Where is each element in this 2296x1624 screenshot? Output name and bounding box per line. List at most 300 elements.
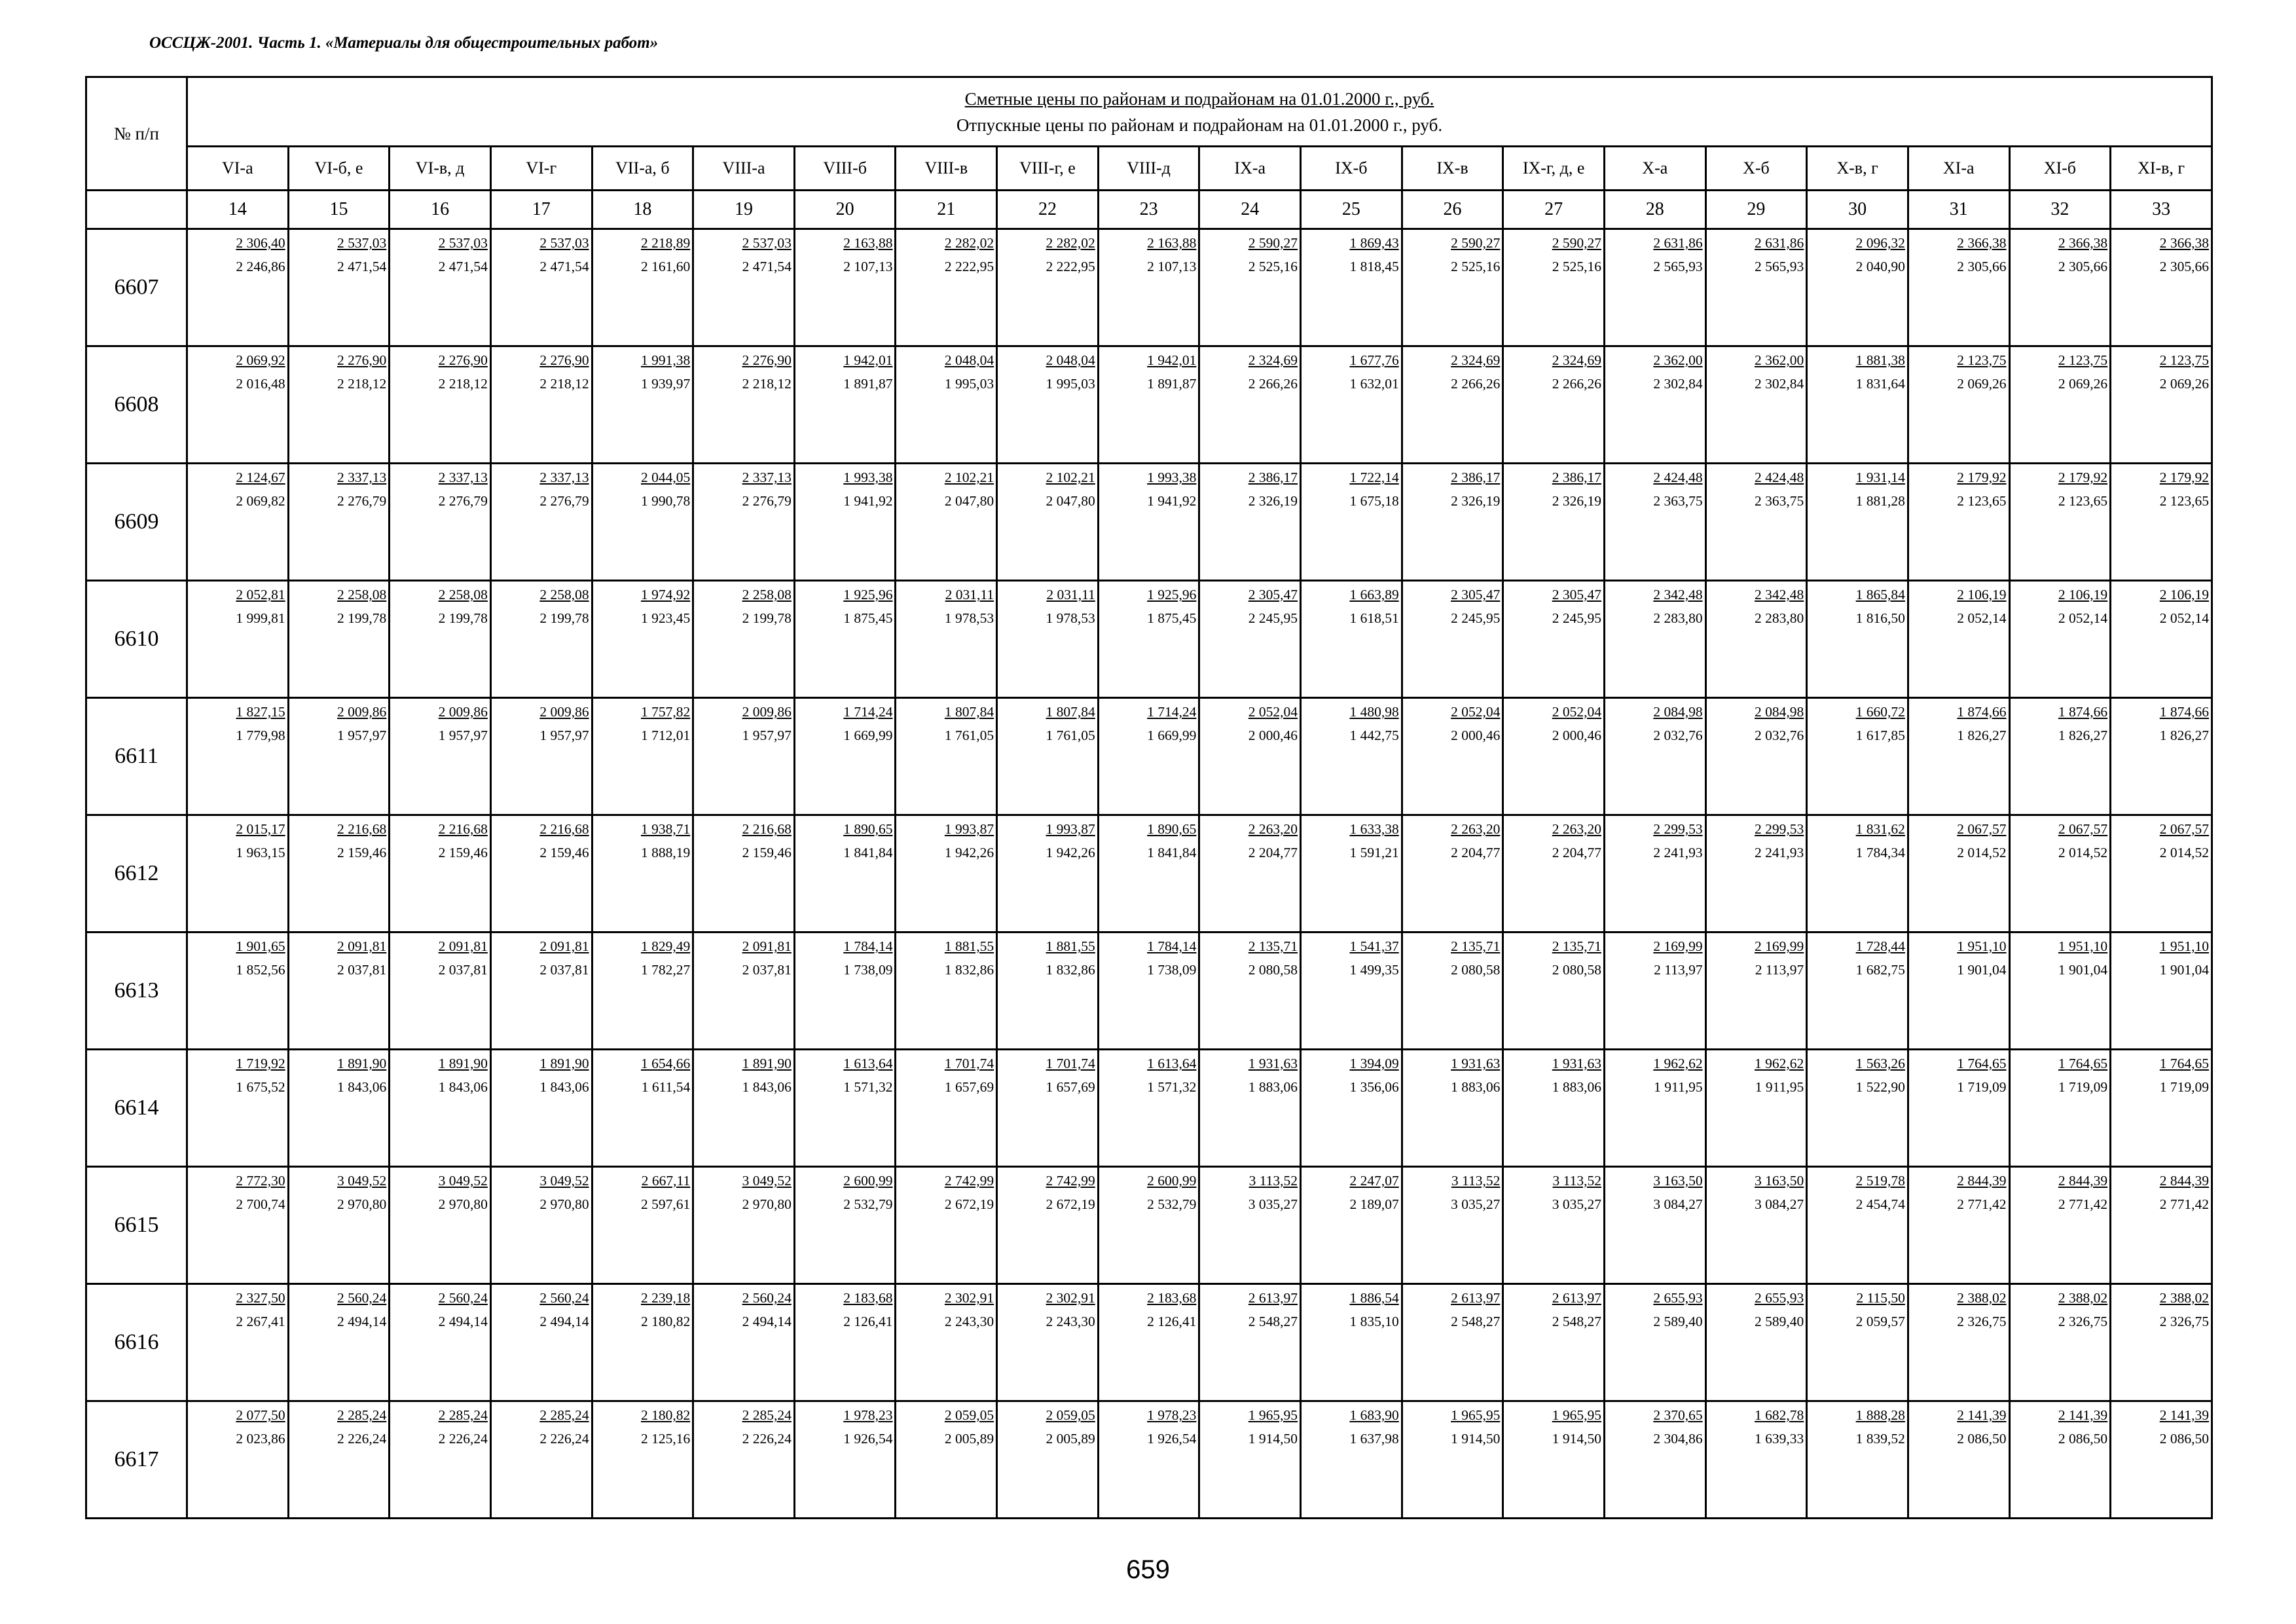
estimate-price: 1 891,90 <box>337 1056 387 1071</box>
price-cell <box>1098 932 1199 1050</box>
release-price: 1 911,95 <box>1755 1079 1804 1095</box>
estimate-price: 3 113,52 <box>1552 1173 1601 1189</box>
estimate-price: 2 424,48 <box>1653 470 1703 485</box>
estimate-price: 2 299,53 <box>1653 821 1703 837</box>
release-price: 1 712,01 <box>640 728 691 743</box>
release-price: 2 283,80 <box>1653 610 1703 626</box>
price-cell <box>1604 229 1705 346</box>
release-price: 2 771,42 <box>1957 1196 2007 1212</box>
item-number-header: № п/п <box>86 77 187 191</box>
estimate-price: 1 764,65 <box>2159 1056 2209 1071</box>
price-cell <box>1604 698 1705 815</box>
release-price: 2 771,42 <box>2058 1196 2108 1212</box>
release-price: 1 957,97 <box>742 728 792 743</box>
release-price: 2 069,26 <box>1957 376 2007 392</box>
price-cell <box>490 1284 592 1401</box>
estimate-price: 2 031,11 <box>1046 587 1095 602</box>
estimate-price: 2 124,67 <box>236 470 285 485</box>
estimate-price: 2 305,47 <box>1552 587 1601 602</box>
release-price: 1 738,09 <box>843 962 893 978</box>
release-price: 2 494,14 <box>539 1314 589 1329</box>
estimate-price: 1 890,65 <box>843 821 893 837</box>
price-cell <box>794 1401 896 1519</box>
estimate-price: 2 362,00 <box>1653 352 1703 368</box>
release-price: 1 835,10 <box>1349 1314 1399 1329</box>
estimate-price: 2 285,24 <box>539 1407 589 1423</box>
region-header-row <box>86 147 2212 191</box>
estimate-price: 2 388,02 <box>1957 1290 2007 1306</box>
price-cell <box>2111 1284 2212 1401</box>
row-number: 6616 <box>86 1284 187 1401</box>
estimate-price: 1 807,84 <box>1046 704 1095 720</box>
release-price: 2 000,46 <box>1552 728 1601 743</box>
estimate-price: 2 327,50 <box>236 1290 285 1306</box>
price-cell <box>288 1401 390 1519</box>
estimate-price: 1 993,87 <box>1046 821 1095 837</box>
release-price: 2 246,86 <box>236 259 285 274</box>
estimate-price: 1 993,87 <box>944 821 994 837</box>
estimate-price: 2 183,68 <box>843 1290 893 1306</box>
price-cell <box>1503 1167 1605 1284</box>
release-price: 2 532,79 <box>843 1196 893 1212</box>
estimate-price: 2 560,24 <box>742 1290 792 1306</box>
release-price: 1 978,53 <box>1046 610 1095 626</box>
row-number: 6609 <box>86 464 187 581</box>
estimate-price: 2 123,75 <box>2058 352 2108 368</box>
release-price: 1 926,54 <box>1147 1431 1197 1447</box>
estimate-price: 3 113,52 <box>1451 1173 1501 1189</box>
price-cell <box>794 346 896 464</box>
price-cell <box>187 346 289 464</box>
release-price: 2 204,77 <box>1248 845 1298 860</box>
estimate-price: 1 827,15 <box>236 704 285 720</box>
estimate-price: 2 337,13 <box>438 470 488 485</box>
column-number: 21 <box>896 191 997 229</box>
estimate-price: 2 276,90 <box>539 352 589 368</box>
estimate-price: 1 874,66 <box>2159 704 2209 720</box>
release-price: 2 199,78 <box>337 610 387 626</box>
release-price: 3 035,27 <box>1451 1196 1501 1212</box>
estimate-price: 1 888,28 <box>1855 1407 1905 1423</box>
price-cell <box>693 698 795 815</box>
estimate-price: 2 106,19 <box>1957 587 2007 602</box>
price-cell <box>1705 1284 1807 1401</box>
estimate-price: 2 388,02 <box>2159 1290 2209 1306</box>
price-cell <box>1503 581 1605 698</box>
price-cell <box>288 1284 390 1401</box>
estimate-price: 2 324,69 <box>1552 352 1601 368</box>
column-number: 31 <box>1908 191 2009 229</box>
price-cell <box>1807 815 1908 932</box>
release-price: 2 052,14 <box>2058 610 2108 626</box>
estimate-price: 2 216,68 <box>742 821 792 837</box>
release-price: 2 266,26 <box>1552 376 1601 392</box>
release-price: 1 883,06 <box>1552 1079 1601 1095</box>
release-price: 2 970,80 <box>438 1196 488 1212</box>
estimate-price: 1 962,62 <box>1755 1056 1804 1071</box>
release-price: 2 040,90 <box>1855 259 1905 274</box>
release-price: 2 305,66 <box>2159 259 2209 274</box>
release-price: 1 990,78 <box>640 493 691 509</box>
estimate-price: 1 728,44 <box>1855 938 1905 954</box>
estimate-price: 2 386,17 <box>1552 470 1601 485</box>
estimate-price: 2 084,98 <box>1755 704 1804 720</box>
estimate-price: 2 537,03 <box>438 235 488 251</box>
price-cell <box>490 581 592 698</box>
estimate-price: 2 366,38 <box>2159 235 2209 251</box>
price-cell <box>2009 229 2111 346</box>
estimate-price: 1 869,43 <box>1349 235 1399 251</box>
price-cell <box>390 1050 491 1167</box>
estimate-price: 2 084,98 <box>1653 704 1703 720</box>
release-price: 1 881,28 <box>1855 493 1905 509</box>
price-cell <box>1098 1401 1199 1519</box>
price-cell <box>896 1167 997 1284</box>
release-price: 2 218,12 <box>742 376 792 392</box>
price-cell <box>1402 1050 1503 1167</box>
release-price: 2 080,58 <box>1451 962 1501 978</box>
estimate-price: 1 719,92 <box>236 1056 285 1071</box>
price-cell <box>592 1284 693 1401</box>
price-cell <box>1301 1050 1402 1167</box>
release-price: 1 826,27 <box>2058 728 2108 743</box>
release-price: 2 037,81 <box>539 962 589 978</box>
release-price: 1 957,97 <box>438 728 488 743</box>
estimate-price: 2 067,57 <box>1957 821 2007 837</box>
estimate-price: 2 285,24 <box>438 1407 488 1423</box>
price-cell <box>1705 229 1807 346</box>
estimate-price: 2 216,68 <box>539 821 589 837</box>
estimate-price: 2 600,99 <box>843 1173 893 1189</box>
release-price: 2 970,80 <box>742 1196 792 1212</box>
estimate-price: 2 258,08 <box>337 587 387 602</box>
column-number: 17 <box>490 191 592 229</box>
release-price: 1 839,52 <box>1855 1431 1905 1447</box>
price-cell <box>1402 581 1503 698</box>
price-cell <box>1705 1401 1807 1519</box>
release-price: 2 276,79 <box>337 493 387 509</box>
column-number: 18 <box>592 191 693 229</box>
release-price: 2 052,14 <box>2159 610 2209 626</box>
estimate-price: 2 091,81 <box>539 938 589 954</box>
row-number: 6611 <box>86 698 187 815</box>
estimate-price: 2 282,02 <box>944 235 994 251</box>
release-price: 1 639,33 <box>1755 1431 1804 1447</box>
price-cell <box>2111 1167 2212 1284</box>
estimate-price: 3 113,52 <box>1248 1173 1298 1189</box>
estimate-price: 2 305,47 <box>1248 587 1298 602</box>
price-cell <box>288 1167 390 1284</box>
region-header: VI-г <box>490 147 592 191</box>
price-cell <box>1807 464 1908 581</box>
release-prices-title: Отпускные цены по районам и подрайонам на 01.01.2000 г., руб. <box>956 115 1443 135</box>
release-price: 2 047,80 <box>944 493 994 509</box>
table-title <box>187 77 2212 147</box>
price-cell <box>1199 1050 1301 1167</box>
release-price: 1 999,81 <box>236 610 285 626</box>
estimate-price: 2 169,99 <box>1755 938 1804 954</box>
estimate-price: 1 965,95 <box>1451 1407 1501 1423</box>
price-cell <box>1301 229 1402 346</box>
release-price: 2 000,46 <box>1248 728 1298 743</box>
release-price: 1 841,84 <box>1147 845 1197 860</box>
price-cell <box>2111 1050 2212 1167</box>
price-cell <box>2111 346 2212 464</box>
price-cell <box>1908 464 2009 581</box>
price-cell <box>1604 1050 1705 1167</box>
table-row <box>86 581 2212 698</box>
region-header: VIII-а <box>693 147 795 191</box>
release-price: 1 843,06 <box>742 1079 792 1095</box>
release-price: 2 086,50 <box>2058 1431 2108 1447</box>
price-cell <box>592 464 693 581</box>
table-row <box>86 932 2212 1050</box>
estimate-price: 2 216,68 <box>337 821 387 837</box>
region-header: XI-а <box>1908 147 2009 191</box>
release-price: 2 126,41 <box>843 1314 893 1329</box>
estimate-price: 2 590,27 <box>1248 235 1298 251</box>
region-header: IX-а <box>1199 147 1301 191</box>
estimate-price: 1 874,66 <box>2058 704 2108 720</box>
estimate-price: 1 394,09 <box>1349 1056 1399 1071</box>
estimate-price: 3 163,50 <box>1653 1173 1703 1189</box>
region-header: IX-г, д, е <box>1503 147 1605 191</box>
price-cell <box>187 932 289 1050</box>
estimate-price: 1 874,66 <box>1957 704 2007 720</box>
release-price: 1 675,52 <box>236 1079 285 1095</box>
estimate-price: 2 052,04 <box>1552 704 1601 720</box>
row-number: 6612 <box>86 815 187 932</box>
price-cell <box>2111 464 2212 581</box>
release-price: 1 901,04 <box>2058 962 2108 978</box>
release-price: 1 657,69 <box>944 1079 994 1095</box>
estimate-price: 2 091,81 <box>742 938 792 954</box>
price-cell <box>490 815 592 932</box>
estimate-price: 1 784,14 <box>843 938 893 954</box>
price-cell <box>1604 581 1705 698</box>
estimate-price: 1 663,89 <box>1349 587 1399 602</box>
row-number: 6613 <box>86 932 187 1050</box>
release-price: 2 199,78 <box>438 610 488 626</box>
release-price: 1 926,54 <box>843 1431 893 1447</box>
price-cell <box>997 698 1099 815</box>
price-cell <box>1402 1284 1503 1401</box>
price-cell <box>1705 581 1807 698</box>
release-price: 2 700,74 <box>236 1196 285 1212</box>
price-cell <box>490 229 592 346</box>
price-cell <box>288 698 390 815</box>
estimate-price: 2 324,69 <box>1451 352 1501 368</box>
estimate-price: 2 141,39 <box>1957 1407 2007 1423</box>
release-price: 1 831,64 <box>1855 376 1905 392</box>
row-number: 6607 <box>86 229 187 346</box>
price-cell <box>794 932 896 1050</box>
price-cell <box>1503 1284 1605 1401</box>
estimate-price: 2 560,24 <box>337 1290 387 1306</box>
release-price: 1 719,09 <box>2159 1079 2209 1095</box>
price-cell <box>794 1167 896 1284</box>
price-cell <box>896 229 997 346</box>
estimate-price: 3 049,52 <box>438 1173 488 1189</box>
estimate-price: 1 942,01 <box>843 352 893 368</box>
estimate-price: 1 978,23 <box>1147 1407 1197 1423</box>
region-header: VIII-д <box>1098 147 1199 191</box>
column-number: 14 <box>187 191 289 229</box>
release-price: 2 283,80 <box>1755 610 1804 626</box>
estimate-price: 2 169,99 <box>1653 938 1703 954</box>
price-cell <box>1301 581 1402 698</box>
release-price: 1 911,95 <box>1654 1079 1703 1095</box>
estimate-price: 2 218,89 <box>640 235 691 251</box>
estimate-price: 2 141,39 <box>2058 1407 2108 1423</box>
release-price: 2 672,19 <box>1046 1196 1095 1212</box>
estimate-price: 2 135,71 <box>1451 938 1501 954</box>
release-price: 2 123,65 <box>1957 493 2007 509</box>
region-header: IX-в <box>1402 147 1503 191</box>
estimate-price: 2 009,86 <box>337 704 387 720</box>
price-cell <box>1402 1167 1503 1284</box>
price-cell <box>1098 464 1199 581</box>
estimate-price: 2 844,39 <box>2159 1173 2209 1189</box>
release-price: 2 159,46 <box>438 845 488 860</box>
price-cell <box>1807 932 1908 1050</box>
price-cell <box>1199 1167 1301 1284</box>
estimate-price: 1 993,38 <box>843 470 893 485</box>
release-price: 1 843,06 <box>438 1079 488 1095</box>
estimate-price: 1 682,78 <box>1755 1407 1804 1423</box>
price-cell <box>1807 1050 1908 1167</box>
price-cell <box>1402 698 1503 815</box>
release-price: 2 302,84 <box>1653 376 1703 392</box>
release-price: 1 995,03 <box>1046 376 1095 392</box>
price-cell <box>997 581 1099 698</box>
price-cell <box>2111 581 2212 698</box>
estimate-price: 1 965,95 <box>1552 1407 1601 1423</box>
price-cell <box>390 1284 491 1401</box>
price-cell <box>997 1050 1099 1167</box>
estimate-price: 1 881,38 <box>1855 352 1905 368</box>
release-price: 1 571,32 <box>1147 1079 1197 1095</box>
release-price: 1 901,04 <box>1957 962 2007 978</box>
price-cell <box>288 1050 390 1167</box>
release-price: 1 963,15 <box>236 845 285 860</box>
price-cell <box>1705 464 1807 581</box>
price-cell <box>187 229 289 346</box>
estimate-price: 2 282,02 <box>1046 235 1095 251</box>
price-cell <box>1908 581 2009 698</box>
estimate-price: 2 362,00 <box>1755 352 1804 368</box>
estimate-price: 2 067,57 <box>2159 821 2209 837</box>
price-cell <box>1199 346 1301 464</box>
estimate-price: 2 600,99 <box>1147 1173 1197 1189</box>
release-price: 2 069,26 <box>2159 376 2209 392</box>
price-cell <box>794 1284 896 1401</box>
estimate-price: 2 537,03 <box>539 235 589 251</box>
estimate-price: 1 991,38 <box>640 352 691 368</box>
price-cell <box>1604 464 1705 581</box>
column-number: 20 <box>794 191 896 229</box>
estimate-price: 1 891,90 <box>539 1056 589 1071</box>
estimate-price: 1 993,38 <box>1147 470 1197 485</box>
estimate-price: 2 366,38 <box>1957 235 2007 251</box>
column-number: 27 <box>1503 191 1605 229</box>
release-price: 1 883,06 <box>1248 1079 1298 1095</box>
estimate-price: 1 654,66 <box>640 1056 691 1071</box>
release-price: 1 891,87 <box>843 376 893 392</box>
release-price: 2 326,75 <box>2159 1314 2209 1329</box>
price-cell <box>794 815 896 932</box>
release-price: 2 080,58 <box>1552 962 1601 978</box>
estimate-price: 2 135,71 <box>1248 938 1298 954</box>
price-cell <box>1908 1167 2009 1284</box>
estimate-price: 2 519,78 <box>1855 1173 1905 1189</box>
price-cell <box>1503 464 1605 581</box>
price-cell <box>1199 932 1301 1050</box>
price-cell <box>288 932 390 1050</box>
price-cell <box>187 815 289 932</box>
price-cell <box>1604 1284 1705 1401</box>
estimate-price: 2 537,03 <box>742 235 792 251</box>
estimate-price: 2 258,08 <box>438 587 488 602</box>
price-cell <box>1705 1167 1807 1284</box>
region-header: VI-а <box>187 147 289 191</box>
estimate-price: 2 772,30 <box>236 1173 285 1189</box>
price-cell <box>1503 229 1605 346</box>
price-cell <box>592 581 693 698</box>
price-cell <box>2009 1167 2111 1284</box>
release-price: 2 023,86 <box>236 1431 285 1447</box>
price-cell <box>1402 1401 1503 1519</box>
release-price: 2 548,27 <box>1552 1314 1601 1329</box>
price-table <box>85 76 2213 1519</box>
estimate-price: 2 276,90 <box>742 352 792 368</box>
estimate-price: 1 831,62 <box>1855 821 1905 837</box>
release-price: 1 816,50 <box>1855 610 1905 626</box>
estimate-price: 1 865,84 <box>1855 587 1905 602</box>
price-cell <box>1807 581 1908 698</box>
price-cell <box>390 1401 491 1519</box>
region-header: X-а <box>1604 147 1705 191</box>
release-price: 1 832,86 <box>944 962 994 978</box>
release-price: 1 978,53 <box>944 610 994 626</box>
price-cell <box>1402 464 1503 581</box>
release-price: 2 548,27 <box>1451 1314 1501 1329</box>
region-header: VI-в, д <box>390 147 491 191</box>
release-price: 2 305,66 <box>1957 259 2007 274</box>
price-cell <box>1705 346 1807 464</box>
estimate-price: 1 925,96 <box>1147 587 1197 602</box>
release-price: 2 199,78 <box>539 610 589 626</box>
estimate-price: 2 106,19 <box>2159 587 2209 602</box>
price-cell <box>1503 815 1605 932</box>
estimate-price: 2 044,05 <box>640 470 691 485</box>
release-price: 2 363,75 <box>1653 493 1703 509</box>
price-cell <box>896 698 997 815</box>
release-price: 2 000,46 <box>1451 728 1501 743</box>
price-cell <box>1705 932 1807 1050</box>
price-cell <box>693 1050 795 1167</box>
price-cell <box>1199 464 1301 581</box>
estimate-price: 2 613,97 <box>1248 1290 1298 1306</box>
price-cell <box>592 815 693 932</box>
column-number: 22 <box>997 191 1099 229</box>
price-cell <box>1098 815 1199 932</box>
price-cell <box>390 464 491 581</box>
release-price: 2 159,46 <box>539 845 589 860</box>
estimate-price: 2 655,93 <box>1755 1290 1804 1306</box>
estimate-price: 1 881,55 <box>1046 938 1095 954</box>
estimate-price: 2 091,81 <box>337 938 387 954</box>
